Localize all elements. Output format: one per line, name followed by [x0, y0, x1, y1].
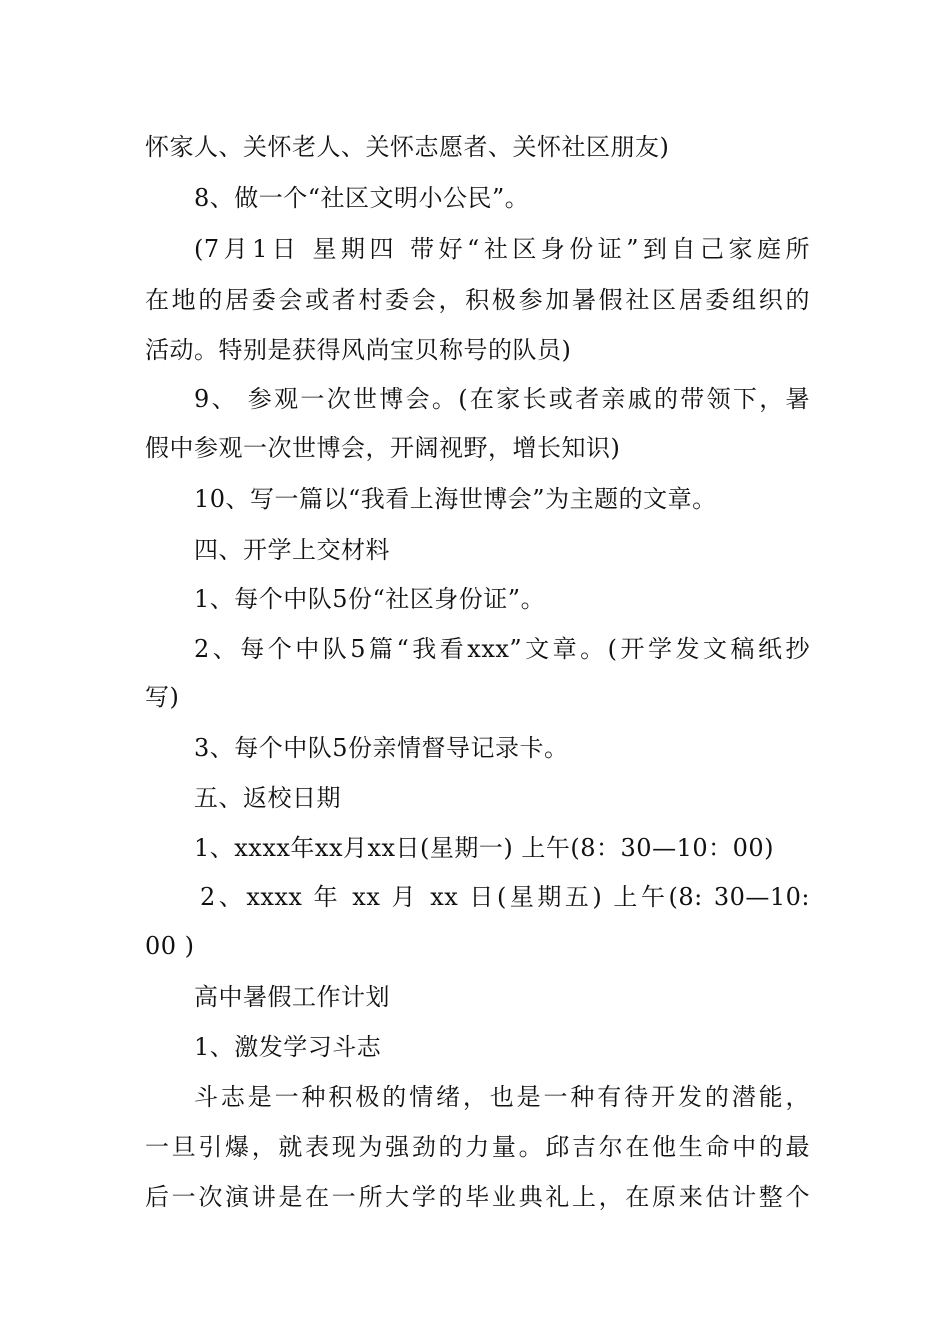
text-line-13: 3、每个中队5份亲情督导记录卡。: [194, 734, 569, 762]
text-line-19: 1、激发学习斗志: [194, 1033, 382, 1061]
text-line-6: 9、 参观一次世博会。(在家长或者亲戚的带领下，暑: [194, 385, 810, 413]
text-line-12: 写): [145, 683, 180, 711]
section-heading-materials: 四、开学上交材料: [194, 536, 390, 564]
text-line-1: 怀家人、关怀老人、关怀志愿者、关怀社区朋友): [145, 133, 670, 161]
text-line-8: 10、写一篇以“我看上海世博会”为主题的文章。: [194, 485, 717, 513]
text-line-10: 1、每个中队5份“社区身份证”。: [194, 585, 546, 613]
text-line-4: 在地的居委会或者村委会，积极参加暑假社区居委组织的: [145, 286, 810, 314]
text-line-22: 后一次演讲是在一所大学的毕业典礼上，在原来估计整个: [145, 1183, 810, 1211]
text-line-15: 1、xxxx年xx月xx日(星期一) 上午(8：30—10：00): [194, 834, 775, 862]
text-line-17: 00 ): [145, 932, 195, 960]
text-line-5: 活动。特别是获得风尚宝贝称号的队员): [145, 336, 572, 364]
text-line-11: 2、每个中队5篇“我看xxx”文章。(开学发文稿纸抄: [194, 635, 810, 663]
text-line-21: 一旦引爆，就表现为强劲的力量。邱吉尔在他生命中的最: [145, 1133, 810, 1161]
text-line-20: 斗志是一种积极的情绪，也是一种有待开发的潜能，: [194, 1083, 810, 1111]
section-heading-return-date: 五、返校日期: [194, 784, 341, 812]
text-line-16: 2、xxxx 年 xx 月 xx 日(星期五) 上午(8: 30—10:: [200, 883, 810, 911]
section-heading-plan: 高中暑假工作计划: [194, 983, 390, 1011]
text-line-3: (7月1日 星期四 带好“社区身份证”到自己家庭所: [194, 235, 810, 263]
text-line-2: 8、做一个“社区文明小公民”。: [194, 184, 530, 212]
text-line-7: 假中参观一次世博会，开阔视野，增长知识): [145, 434, 621, 462]
